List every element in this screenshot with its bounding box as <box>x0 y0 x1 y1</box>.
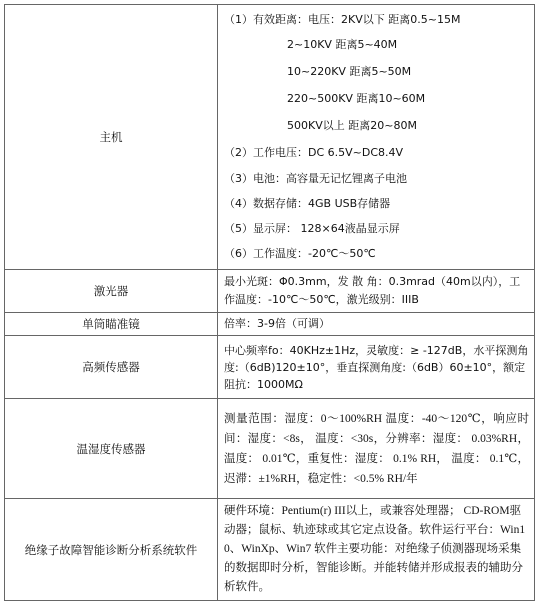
row-label-hf-sensor: 高频传感器 <box>5 336 218 399</box>
row-value-software <box>218 499 535 601</box>
spec-text: 中心频率fo：40KHz±1Hz，灵敏度：≥ -127dB，水平探测角度:（6dB)120±10°，垂直探测角度:（6dB）60±10°，额定阻抗：1000MΩ <box>224 343 529 391</box>
table-row <box>5 499 535 601</box>
spec-line: （6）工作温度：-20℃～50℃ <box>224 246 376 260</box>
row-value-laser <box>218 270 535 313</box>
row-label-laser: 激光器 <box>5 270 218 313</box>
spec-line: 10~220KV 距离5~50M <box>287 64 412 78</box>
table-row <box>5 270 535 313</box>
spec-line: （1）有效距离：电压：2KV以下 距离0.5~15M <box>224 12 461 26</box>
row-value-host <box>218 5 535 270</box>
row-value-scope <box>218 313 535 336</box>
spec-text: 硬件环境：Pentium(r) III以上，或兼容处理器； CD-ROM驱动器；鼠标、轨迹球或其它定点设备。软件运行平台：Win10、WinXp、Win7 软件主要功能：对绝缘子侦测器现场采集的数据即时分析，智能诊断。并能转储并形成报表的辅助分析软件。 <box>224 505 526 593</box>
spec-line: 500KV以上 距离20~80M <box>287 118 417 132</box>
row-label-th-sensor: 温湿度传感器 <box>5 399 218 499</box>
spec-line: （5）显示屏： 128×64液晶显示屏 <box>224 221 400 235</box>
spec-table <box>4 4 535 601</box>
table-row <box>5 5 535 270</box>
row-value-hf-sensor <box>218 336 535 399</box>
row-value-th-sensor <box>218 399 535 499</box>
spec-text: 最小光斑：Φ0.3mm，发 散 角：0.3mrad（40m以内），工作温度：-10℃～50℃，激光级别：IIIB <box>224 275 521 306</box>
spec-line: （3）电池：高容量无记忆锂离子电池 <box>224 171 407 185</box>
table-row <box>5 313 535 336</box>
spec-line: （2）工作电压：DC 6.5V~DC8.4V <box>224 145 404 159</box>
spec-line: 220~500KV 距离10~60M <box>287 91 426 105</box>
row-label-host: 主机 <box>5 5 218 270</box>
row-label-scope: 单筒瞄准镜 <box>5 313 218 336</box>
table-row <box>5 399 535 499</box>
spec-text: 测量范围：湿度：0～100%RH 温度：-40～120℃，响应时间：湿度：<8s， 温度：<30s，分辨率：湿度： 0.03%RH，温度： 0.01℃，重复性：湿度： 0.1% RH， 温度： 0.1℃，迟滞：±1%RH，稳定性：<0.5% RH/年 <box>224 412 529 485</box>
spec-line: 2~10KV 距离5~40M <box>287 37 398 51</box>
table-row <box>5 336 535 399</box>
spec-text: 倍率：3-9倍（可调） <box>224 317 330 330</box>
row-label-software: 绝缘子故障智能诊断分析系统软件 <box>5 499 218 601</box>
spec-line: （4）数据存储：4GB USB存储器 <box>224 196 391 210</box>
